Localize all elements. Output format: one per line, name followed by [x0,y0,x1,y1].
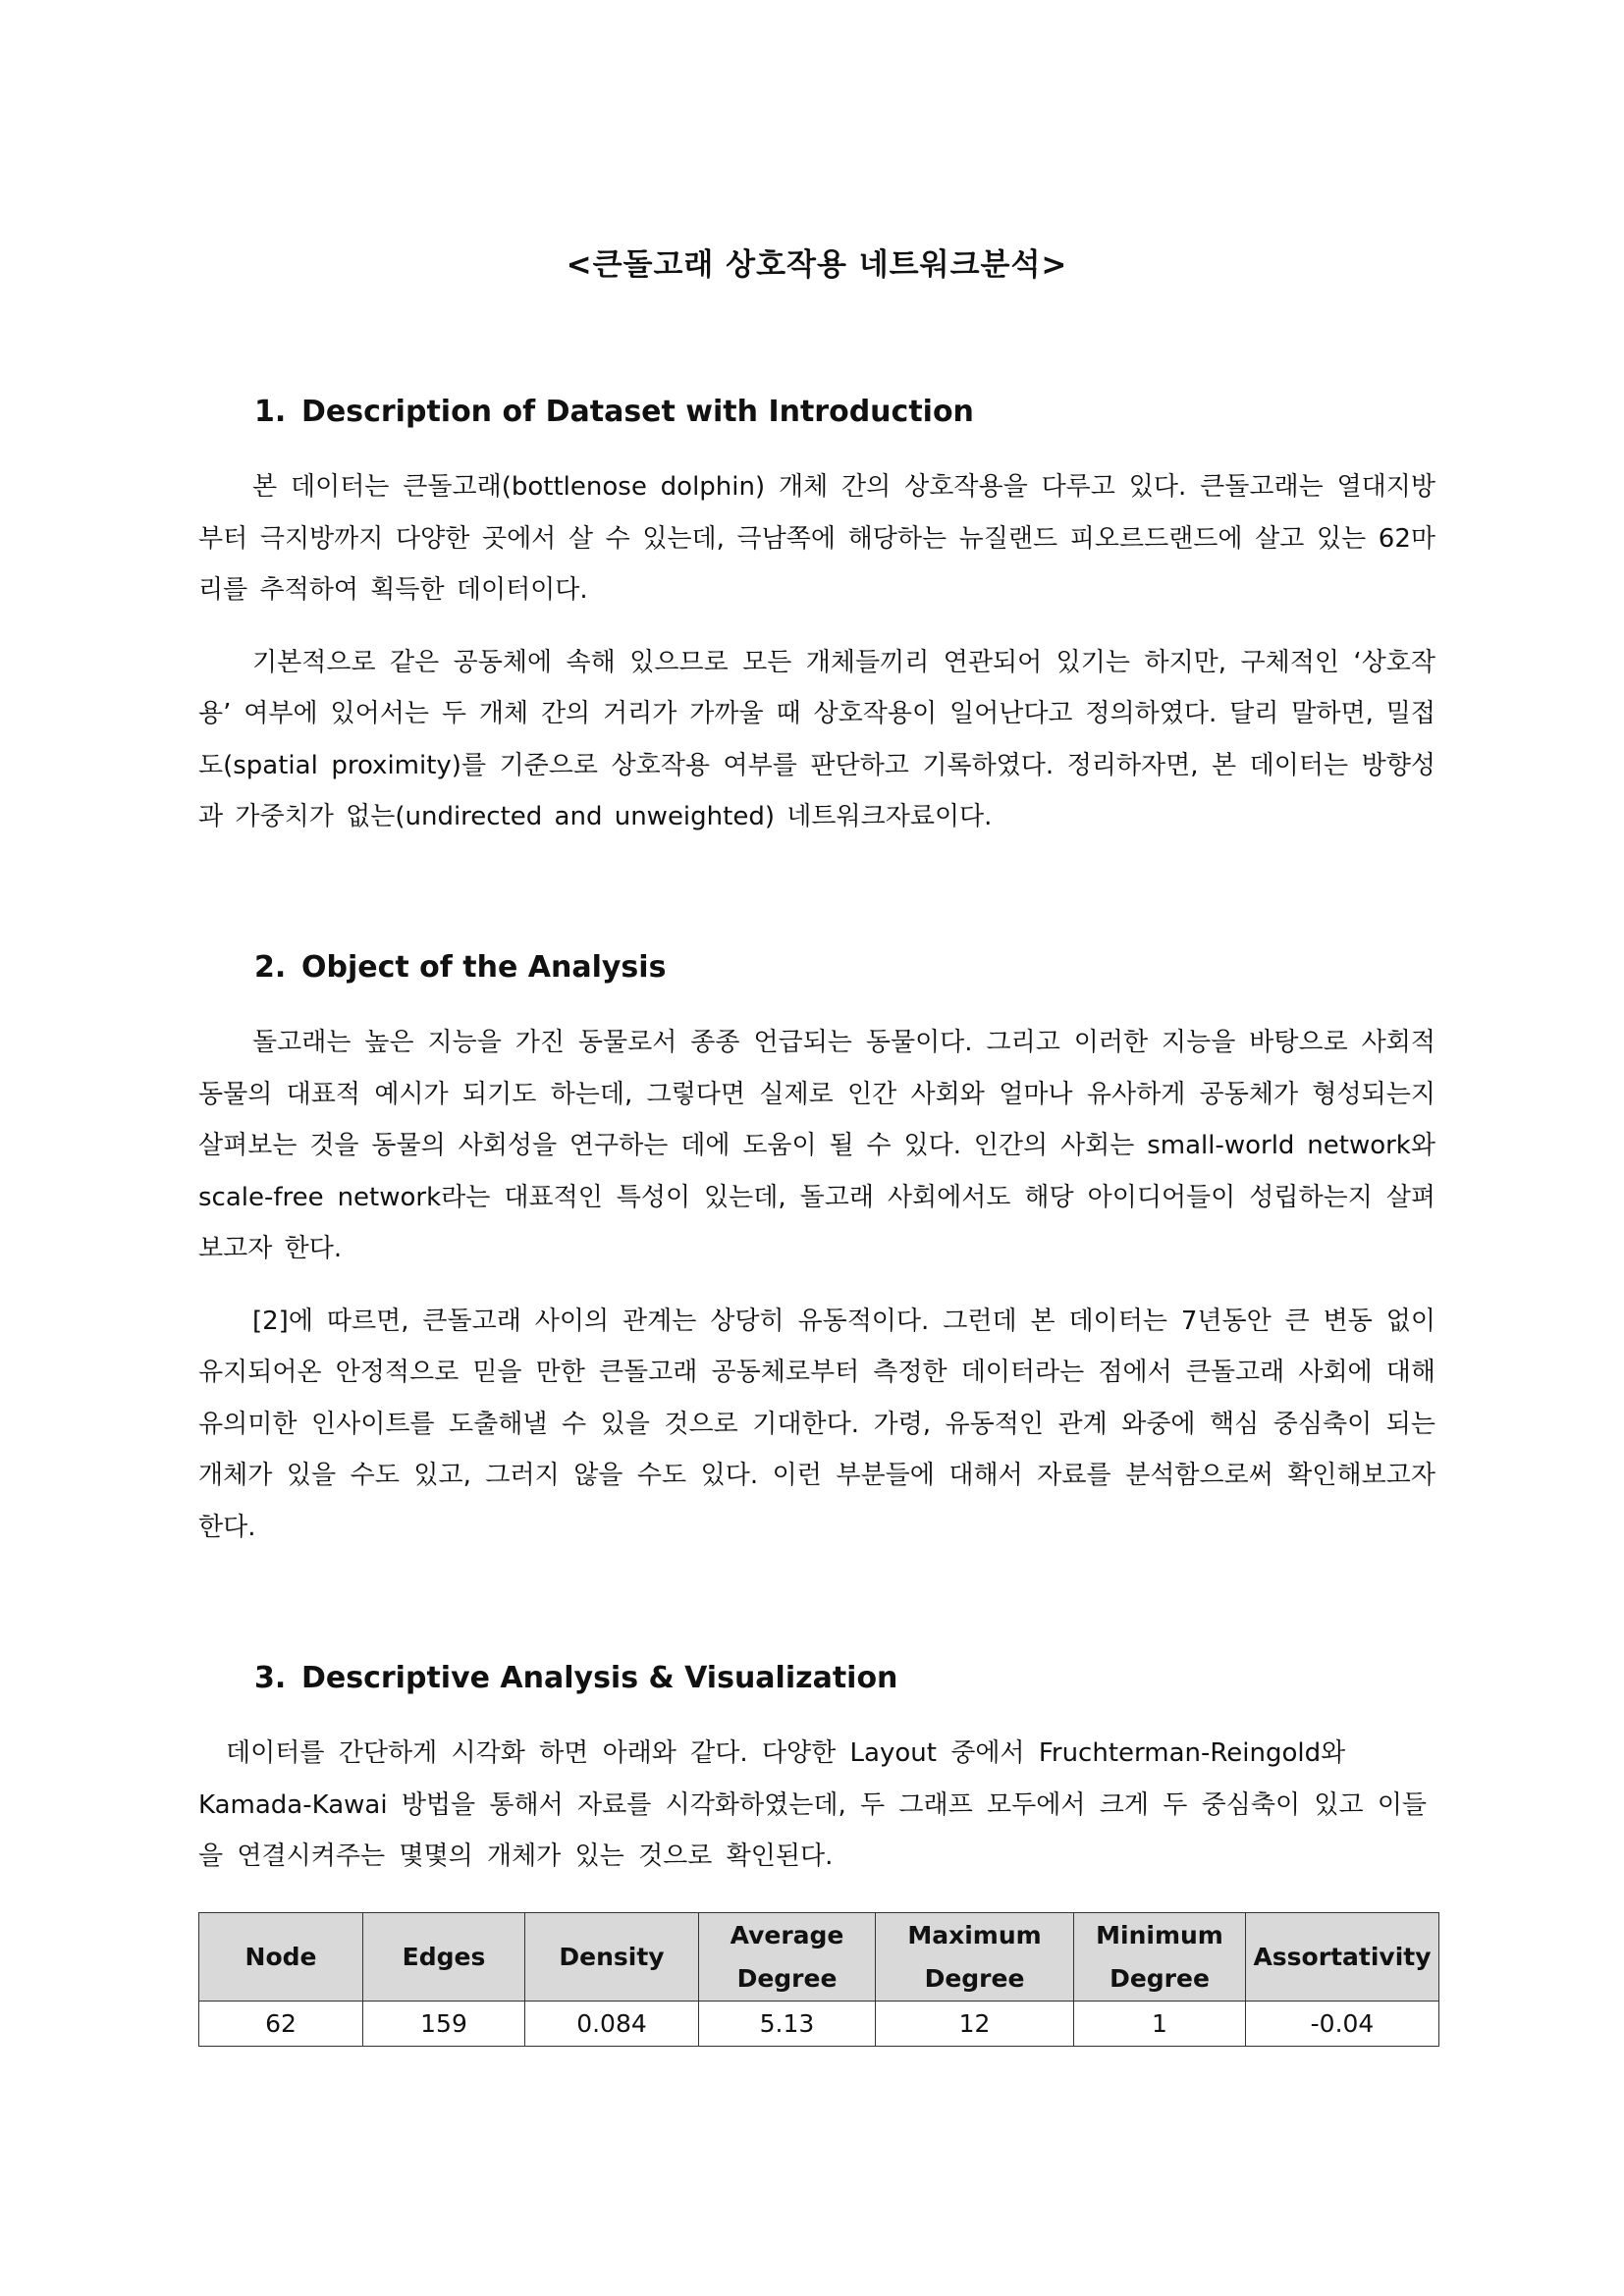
document-title: <큰돌고래 상호작용 네트워크분석> [566,247,1068,283]
table-header-row [199,1913,1439,2002]
column-header-edges: Edges [363,1913,525,2002]
column-header-average-degree: Average Degree [699,1913,876,2002]
table-cell-assortativity: -0.04 [1246,2002,1439,2047]
paragraph: 본 데이터는 큰돌고래(bottlenose dolphin) 개체 간의 상호작용을 다루고 있다. 큰돌고래는 열대지방부터 극지방까지 다양한 곳에서 살 수 있는데, 극남쪽에 해당하는 뉴질랜드 피오르드랜드에 살고 있는 62마리를 추적하여 획득한 데이터이다. [198,472,1435,605]
paragraph: 기본적으로 같은 공동체에 속해 있으므로 모든 개체들끼리 연관되어 있기는 하지만, 구체적인 ‘상호작용’ 여부에 있어서는 두 개체 간의 거리가 가까울 때 상호작용이 일어난다고 정의하였다. 달리 말하면, 밀접도(spatial proximity)를 기준으로 상호작용 여부를 판단하고 기록하였다. 정리하자면, 본 데이터는 방향성과 가중치가 없는(undirected and unweighted) 네트워크자료이다. [198,647,1435,831]
network-statistics-table [198,1912,1439,2047]
table-cell-average-degree: 5.13 [699,2002,876,2047]
table-cell-maximum-degree: 12 [876,2002,1074,2047]
paragraph: 데이터를 간단하게 시각화 하면 아래와 같다. 다양한 Layout 중에서 Fruchterman-Reingold와 Kamada-Kawai 방법을 통해서 자료를 시각화하였는데, 두 그래프 모두에서 크게 두 중심축이 있고 이들을 연결시켜주는 몇몇의 개체가 있는 것으로 확인된다. [198,1738,1428,1871]
column-header-maximum-degree: Maximum Degree [876,1913,1074,2002]
column-header-node: Node [199,1913,363,2002]
section-title: Description of Dataset with Introduction [301,395,974,429]
table-cell-minimum-degree: 1 [1074,2002,1246,2047]
column-header-density: Density [525,1913,699,2002]
section-number: 1. [254,395,287,429]
section-heading [198,393,1435,432]
section-number: 2. [254,950,287,985]
column-header-minimum-degree: Minimum Degree [1074,1913,1246,2002]
table-cell-edges: 159 [363,2002,525,2047]
column-header-assortativity: Assortativity [1246,1913,1439,2002]
section-number: 3. [254,1661,287,1695]
table-cell-node: 62 [199,2002,363,2047]
section-object-of-analysis [198,948,1435,1574]
section-dataset-description [198,393,1435,864]
table-cell-density: 0.084 [525,2002,699,2047]
paragraph: [2]에 따르면, 큰돌고래 사이의 관계는 상당히 유동적이다. 그런데 본 데이터는 7년동안 큰 변동 없이 유지되어온 안정적으로 믿을 만한 큰돌고래 공동체로부터 측정한 데이터라는 점에서 큰돌고래 사회에 대해 유의미한 인사이트를 도출해낼 수 있을 것으로 기대한다. 가령, 유동적인 관계 와중에 핵심 중심축이 되는 개체가 있을 수도 있고, 그러지 않을 수도 있다. 이런 부분들에 대해서 자료를 분석함으로써 확인해보고자 한다. [198,1306,1435,1542]
paragraph: 돌고래는 높은 지능을 가진 동물로서 종종 언급되는 동물이다. 그리고 이러한 지능을 바탕으로 사회적 동물의 대표적 예시가 되기도 하는데, 그렇다면 실제로 인간 사회와 얼마나 유사하게 공동체가 형성되는지 살펴보는 것을 동물의 사회성을 연구하는 데에 도움이 될 수 있다. 인간의 사회는 small-world network와 scale-free network라는 대표적인 특성이 있는데, 돌고래 사회에서도 해당 아이디어들이 성립하는지 살펴보고자 한다. [198,1028,1435,1263]
section-title: Object of the Analysis [301,950,667,985]
section-heading [198,1659,1435,1698]
section-title: Descriptive Analysis & Visualization [301,1661,898,1695]
section-heading [198,948,1435,988]
section-descriptive-analysis [198,1659,1435,1903]
table-row [199,2002,1439,2047]
